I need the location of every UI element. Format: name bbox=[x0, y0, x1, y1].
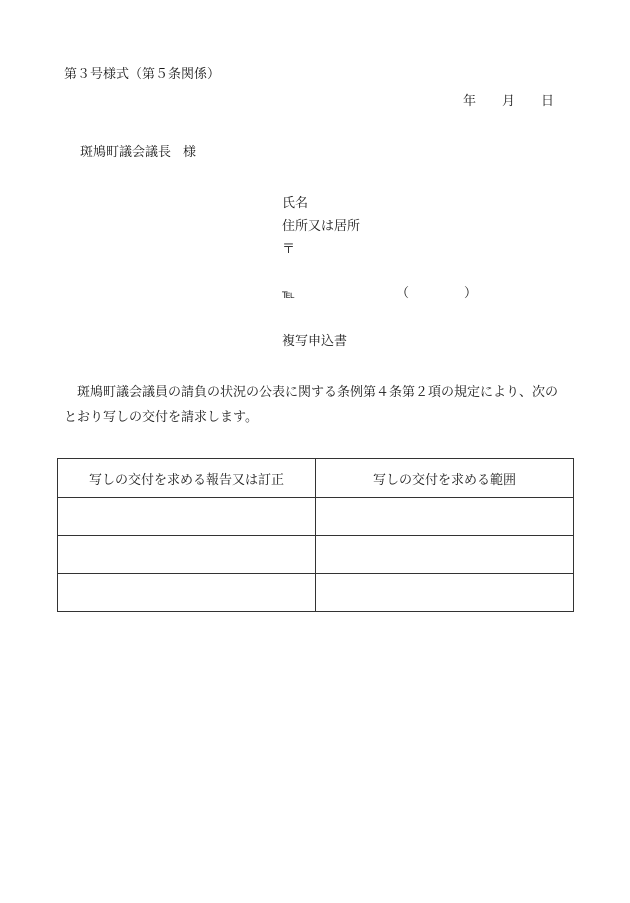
table-row bbox=[58, 498, 574, 536]
postal-mark: 〒 bbox=[282, 242, 296, 257]
table-cell-range[interactable] bbox=[316, 498, 574, 536]
tel-paren-close: ） bbox=[464, 286, 478, 301]
date-day-label: 日 bbox=[541, 94, 555, 109]
form-number: 第３号様式（第５条関係） bbox=[64, 67, 221, 82]
table-cell-report[interactable] bbox=[58, 574, 316, 612]
header-report-or-correction: 写しの交付を求める報告又は訂正 bbox=[58, 459, 316, 498]
table-row bbox=[58, 574, 574, 612]
copy-request-table bbox=[57, 458, 574, 612]
addressee bbox=[80, 145, 196, 161]
header-range: 写しの交付を求める範囲 bbox=[316, 459, 574, 498]
applicant-name-label: 氏名 bbox=[282, 196, 309, 211]
addressee-honorific: 様 bbox=[183, 145, 197, 160]
body-text bbox=[64, 380, 574, 430]
table-cell-range[interactable] bbox=[316, 574, 574, 612]
table-cell-range[interactable] bbox=[316, 536, 574, 574]
body-line-2: とおり写しの交付を請求します。 bbox=[64, 410, 258, 425]
tel-paren-open: （ bbox=[396, 286, 410, 301]
table-cell-report[interactable] bbox=[58, 536, 316, 574]
body-line-1: 斑鳩町議会議員の請負の状況の公表に関する条例第４条第２項の規定により、次の bbox=[77, 385, 559, 400]
table-cell-report[interactable] bbox=[58, 498, 316, 536]
date-month-label: 月 bbox=[502, 94, 516, 109]
table-header-row bbox=[58, 459, 574, 498]
document-title: 複写申込書 bbox=[282, 334, 348, 349]
tel-label: ℡ bbox=[282, 287, 295, 301]
addressee-name: 斑鳩町議会議長 bbox=[80, 145, 172, 160]
table-row bbox=[58, 536, 574, 574]
applicant-address-label: 住所又は居所 bbox=[282, 219, 361, 234]
date-year-label: 年 bbox=[463, 94, 477, 109]
date-line bbox=[463, 94, 554, 110]
